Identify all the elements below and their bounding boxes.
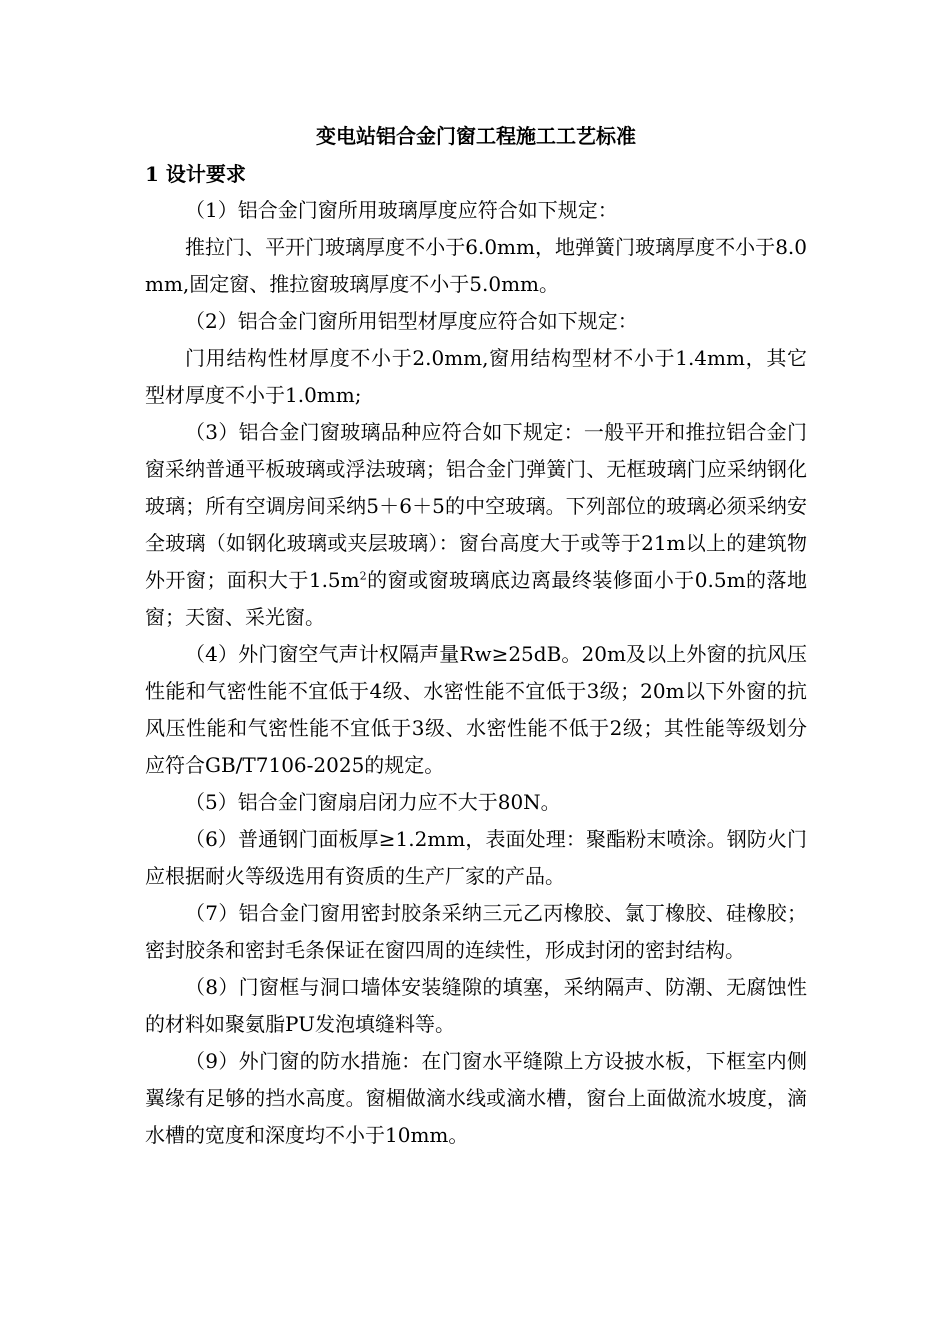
paragraph-4: （4）外门窗空气声计权隔声量Rw≥25dB。20m及以上外窗的抗风压性能和气密性能不宜低于4级、水密性能不宜低于3级；20m以下外窗的抗风压性能和气密性能不宜低于3级、水密性能不低于2级；其性能等级划分应符合GB/T7106-2025的规定。 (145, 642, 807, 777)
paragraph-3-part1: （3）铝合金门窗玻璃品种应符合如下规定：一般平开和推拉铝合金门窗采纳普通平板玻璃或浮法玻璃；铝合金门弹簧门、无框玻璃门应采纳钢化玻璃；所有空调房间采纳5＋6＋5的中空玻璃。下列部位的玻璃必须采纳安全玻璃（如钢化玻璃或夹层玻璃）：窗台高度大于或等于21m以上的建筑物外开窗；面积大于1.5m (145, 420, 807, 592)
paragraph-5: （5）铝合金门窗扇启闭力应不大于80N。 (185, 790, 561, 814)
paragraph-1-detail: 推拉门、平开门玻璃厚度不小于6.0mm，地弹簧门玻璃厚度不小于8.0mm,固定窗、推拉窗玻璃厚度不小于5.0mm。 (145, 235, 807, 296)
paragraph-6: （6）普通钢门面板厚≥1.2mm，表面处理：聚酯粉末喷涂。钢防火门应根据耐火等级选用有资质的生产厂家的产品。 (145, 827, 807, 888)
paragraph-2-detail: 门用结构性材厚度不小于2.0mm,窗用结构型材不小于1.4mm，其它型材厚度不小于1.0mm; (145, 346, 807, 407)
paragraph-7: （7）铝合金门窗用密封胶条采纳三元乙丙橡胶、氯丁橡胶、硅橡胶；密封胶条和密封毛条保证在窗四周的连续性，形成封闭的密封结构。 (145, 901, 807, 962)
paragraph-3-part2: 的窗或窗玻璃底边离最终装修面小于0.5m的落地窗；天窗、采光窗。 (145, 568, 807, 629)
paragraph-9: （9）外门窗的防水措施：在门窗水平缝隙上方设披水板，下框室内侧翼缘有足够的挡水高度。窗楣做滴水线或滴水槽，窗台上面做流水坡度，滴水槽的宽度和深度均不小于10mm。 (145, 1049, 807, 1147)
paragraph-2: （2）铝合金门窗所用铝型材厚度应符合如下规定： (185, 309, 638, 333)
section-heading: 1 设计要求 (145, 162, 246, 186)
document-title: 变电站铝合金门窗工程施工工艺标准 (316, 124, 636, 148)
superscript: 2 (359, 569, 367, 583)
paragraph-1: （1）铝合金门窗所用玻璃厚度应符合如下规定： (185, 198, 618, 222)
document-page (145, 120, 807, 1154)
paragraph-3 (145, 414, 807, 636)
paragraph-8: （8）门窗框与洞口墙体安装缝隙的填塞，采纳隔声、防潮、无腐蚀性的材料如聚氨脂PU发泡填缝料等。 (145, 975, 807, 1036)
